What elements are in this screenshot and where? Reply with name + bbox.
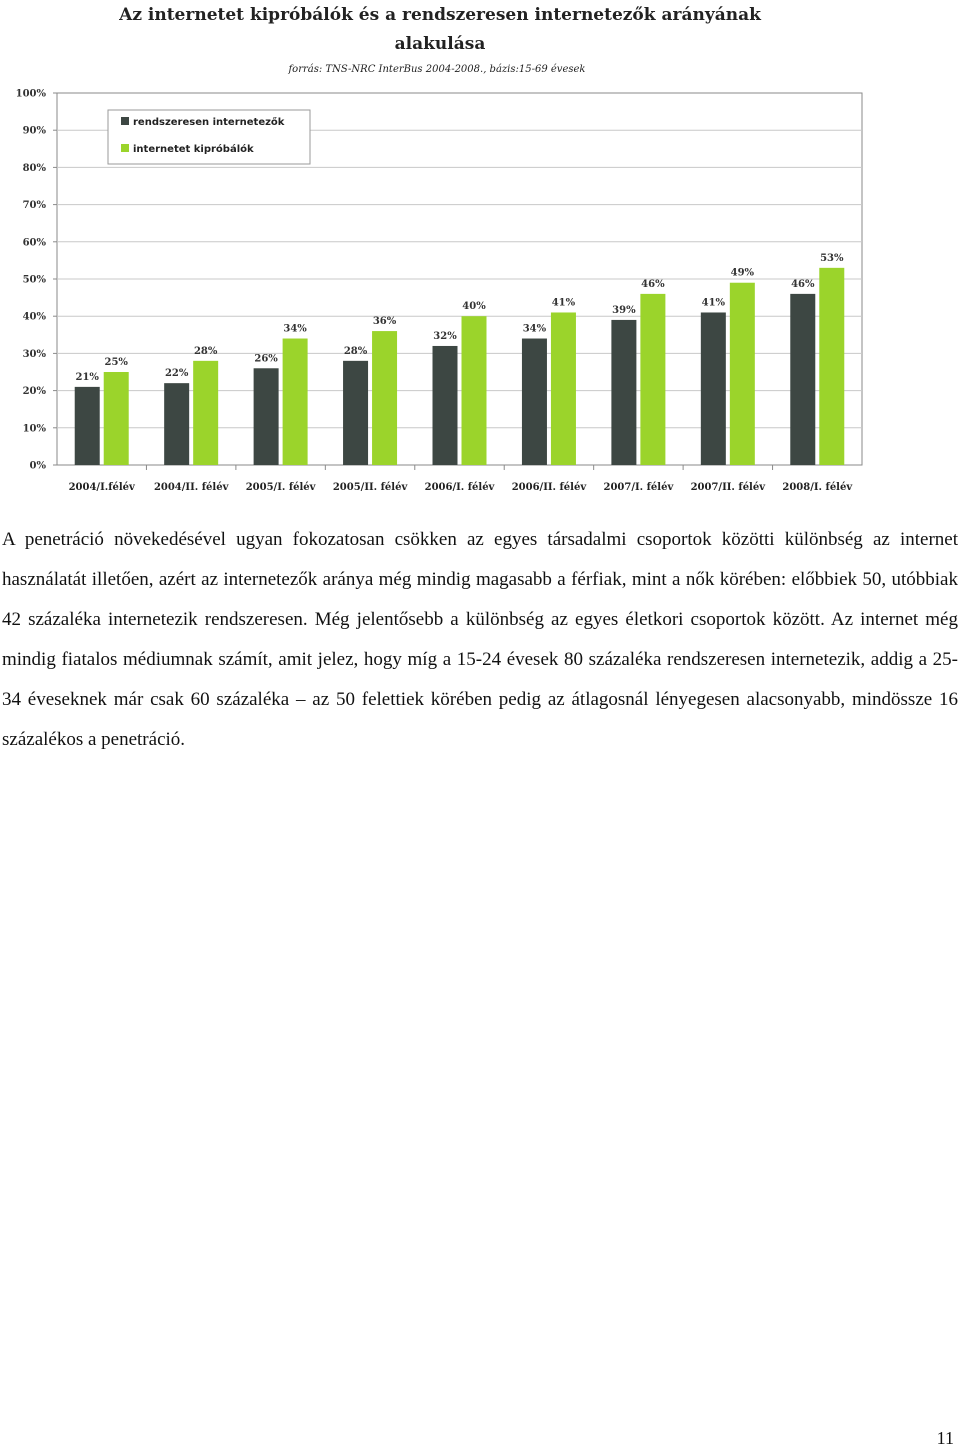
bar-kiprobalok: [551, 312, 576, 465]
x-tick-label: 2004/I.félév: [68, 482, 135, 493]
bar-kiprobalok: [193, 361, 218, 465]
x-tick-label: 2006/I. félév: [424, 482, 495, 493]
data-label: 32%: [433, 330, 457, 342]
x-tick-label: 2007/II. félév: [690, 482, 766, 493]
chart-title: Az internetet kipróbálók és a rendszeresen internetezők arányának: [119, 5, 761, 25]
y-tick-label: 10%: [22, 423, 46, 435]
bar-rendszeresen: [343, 361, 368, 465]
data-label: 40%: [462, 301, 486, 313]
data-label: 28%: [343, 345, 368, 357]
bar-kiprobalok: [104, 372, 129, 465]
bar-kiprobalok: [819, 268, 844, 465]
data-label: 34%: [522, 323, 547, 335]
y-axis: [16, 89, 57, 472]
y-tick-label: 100%: [15, 88, 46, 100]
data-label: 49%: [730, 267, 755, 279]
x-axis: [69, 465, 854, 493]
bar-rendszeresen: [611, 320, 636, 465]
y-tick-label: 60%: [22, 237, 46, 249]
bar-rendszeresen: [254, 368, 279, 465]
chart: [0, 0, 960, 505]
chart-title-line2: alakulása: [394, 34, 486, 54]
page-number: 11: [936, 1428, 954, 1448]
x-tick-label: 2008/I. félév: [782, 482, 853, 493]
y-tick-label: 40%: [22, 311, 46, 323]
data-label: 26%: [254, 353, 278, 365]
data-label: 46%: [791, 278, 815, 290]
chart-source: forrás: TNS-NRC InterBus 2004-2008., bázis:15-69 évesek: [288, 64, 586, 75]
data-label: 46%: [641, 278, 665, 290]
data-label: 36%: [372, 316, 397, 328]
data-label: 34%: [283, 323, 307, 335]
data-label: 53%: [820, 252, 844, 264]
data-label: 22%: [164, 368, 189, 380]
y-tick-label: 70%: [22, 200, 46, 212]
legend-label: internetet kipróbálók: [133, 144, 254, 155]
y-tick-label: 0%: [29, 460, 46, 472]
data-labels: [76, 253, 844, 383]
x-tick-label: 2004/II. félév: [153, 482, 229, 493]
y-tick-label: 90%: [22, 125, 46, 137]
x-tick-label: 2007/I. félév: [603, 482, 674, 493]
x-tick-label: 2005/II. félév: [332, 482, 408, 493]
bar-rendszeresen: [433, 346, 458, 465]
x-tick-label: 2006/II. félév: [511, 482, 587, 493]
bar-kiprobalok: [283, 339, 308, 465]
body-paragraph: A penetráció növekedésével ugyan fokozatosan csökken az egyes társadalmi csoportok közötti különbség az internet használatát illetően, azért az internetezők aránya még mindig magasabb a férfiak, mint a nők körében: előbbiek 50, utóbbiak 42 százaléka internetezik rendszeresen. Még jelentősebb a különbség az egyes életkori csoportok között. Az internet még mindig fiatalos médiumnak számít, amit jelez, hogy míg a 15-24 évesek 80 százaléka rendszeresen internetezik, addig a 25-34 éveseknek már csak 60 százaléka – az 50 felettiek körében pedig az átlagosnál lényegesen alacsonyabb, mindössze 16 százalékos a penetráció.: [2, 529, 958, 750]
bar-kiprobalok: [640, 294, 665, 465]
data-label: 41%: [701, 297, 726, 309]
bars: [75, 268, 845, 465]
x-tick-label: 2005/I. félév: [245, 482, 316, 493]
legend-label: rendszeresen internetezők: [133, 117, 285, 128]
data-label: 25%: [104, 357, 128, 368]
bar-rendszeresen: [522, 339, 547, 465]
bar-kiprobalok: [462, 316, 487, 465]
data-label: 41%: [551, 297, 576, 309]
y-tick-label: 50%: [22, 274, 46, 286]
legend-swatch: [121, 117, 129, 125]
data-label: 28%: [193, 345, 218, 357]
bar-rendszeresen: [75, 387, 100, 465]
bar-kiprobalok: [372, 331, 397, 465]
y-tick-label: 80%: [22, 162, 46, 174]
legend-swatch: [121, 144, 129, 152]
bar-kiprobalok: [730, 283, 755, 465]
data-label: 21%: [75, 371, 99, 383]
bar-rendszeresen: [164, 383, 189, 465]
bar-chart: [0, 0, 960, 505]
y-tick-label: 30%: [22, 348, 46, 360]
data-label: 39%: [612, 304, 636, 316]
bar-rendszeresen: [790, 294, 815, 465]
y-tick-label: 20%: [22, 386, 46, 398]
bar-rendszeresen: [701, 312, 726, 465]
